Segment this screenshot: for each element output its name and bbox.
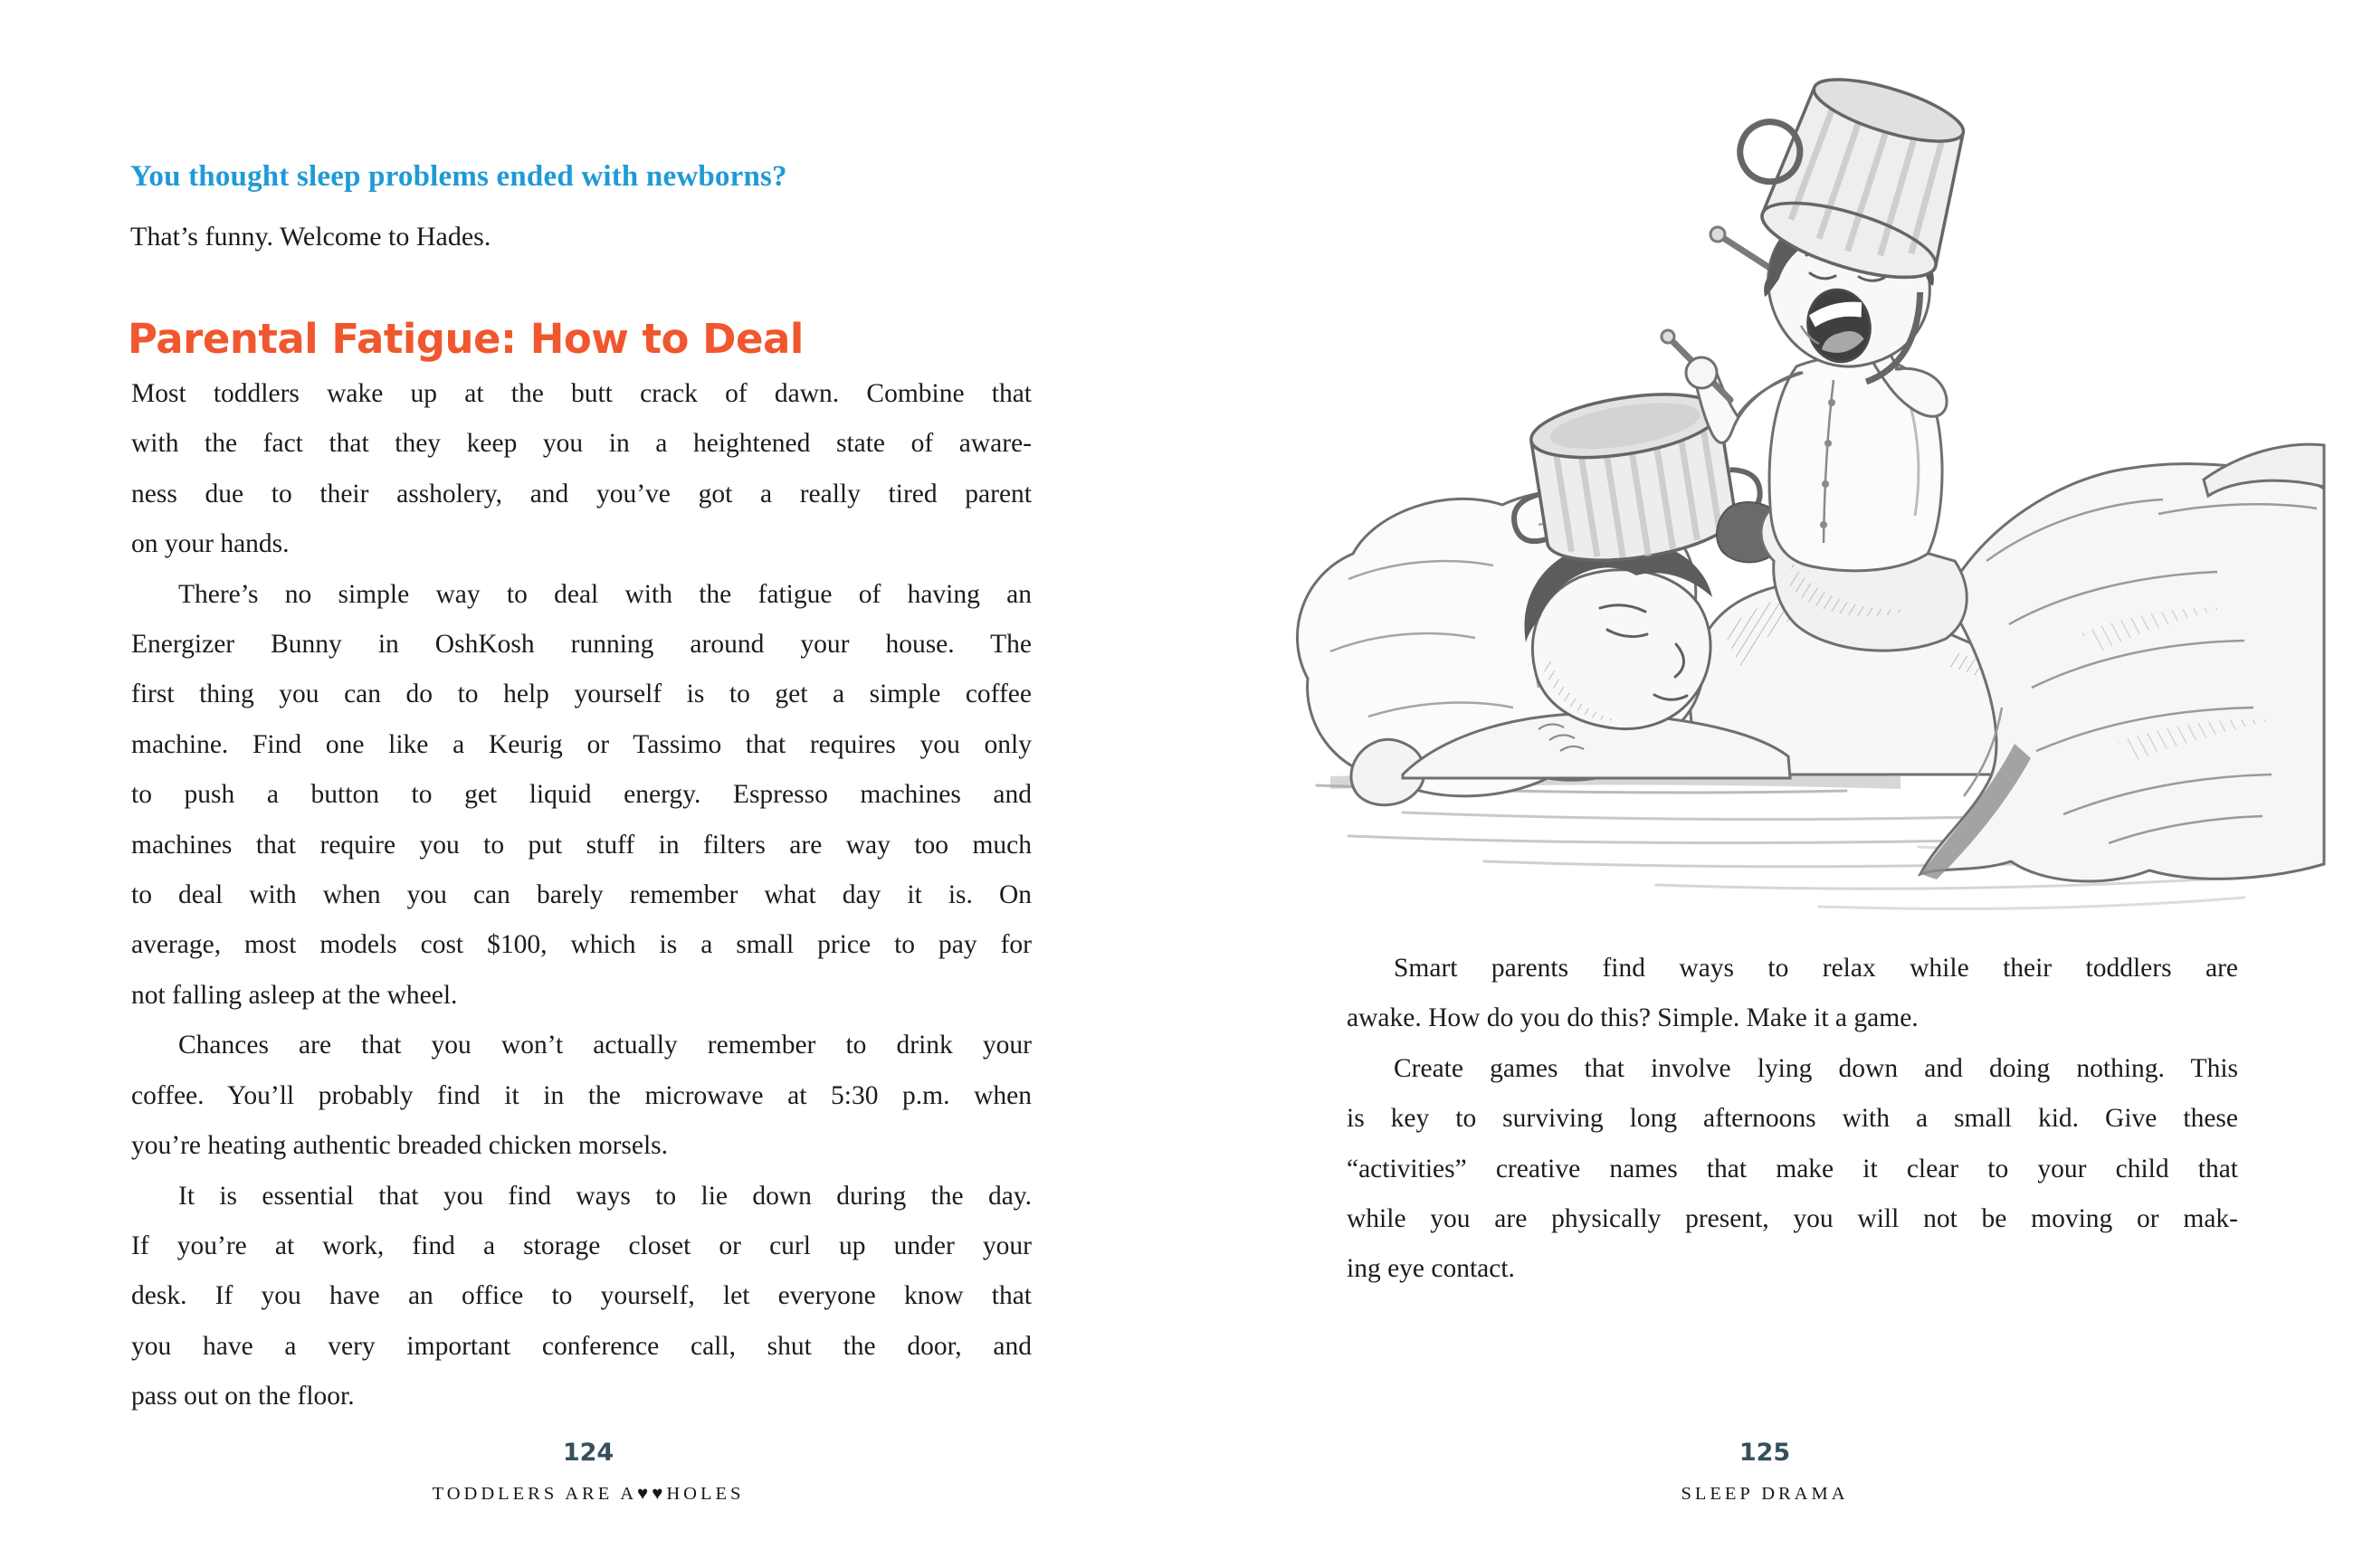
body-line: to push a button to get liquid energy. Espresso machines and	[131, 780, 1032, 810]
body-line: awake. How do you do this? Simple. Make it a game.	[1347, 1003, 1919, 1033]
body-line: pass out on the floor.	[131, 1382, 355, 1411]
body-text-left	[131, 369, 1032, 1422]
toddler-left-fist	[1686, 357, 1717, 388]
body-line: machine. Find one like a Keurig or Tassimo that requires you only	[131, 729, 1032, 759]
body-line: It is essential that you find ways to lie down during the day.	[178, 1181, 1032, 1211]
page-number-right: 125	[1739, 1439, 1791, 1467]
body-line: to deal with when you can barely remember what day it is. On	[131, 880, 1032, 910]
body-line: Chances are that you won’t actually remember to drink your	[178, 1031, 1032, 1060]
toddler	[1662, 54, 1982, 651]
body-line: ness due to their assholery, and you’ve got a really tired parent	[131, 479, 1032, 508]
running-footer-left: TODDLERS ARE A♥♥HOLES	[432, 1484, 745, 1504]
toddler-drumming-illustration	[1267, 54, 2330, 923]
body-line: Most toddlers wake up at the butt crack of dawn. Combine that	[131, 379, 1032, 408]
body-line: Smart parents find ways to relax while their toddlers are	[1394, 954, 2238, 983]
body-line: “activities” creative names that make it clear to your child that	[1347, 1154, 2238, 1183]
body-text-right	[1347, 944, 2238, 1295]
body-line: with the fact that they keep you in a heightened state of aware-	[131, 429, 1032, 459]
body-line: coffee. You’ll probably find it in the microwave at 5:30 p.m. when	[131, 1080, 1032, 1110]
body-line: machines that require you to put stuff in filters are way too much	[131, 830, 1032, 860]
body-line: while you are physically present, you will not be moving or mak-	[1347, 1204, 2238, 1234]
kicker-heading: You thought sleep problems ended with newborns?	[130, 160, 787, 194]
body-line: you have a very important conference call, shut the door, and	[131, 1331, 1032, 1361]
body-line: Energizer Bunny in OshKosh running around your house. The	[131, 630, 1032, 660]
body-line: you’re heating authentic breaded chicken morsels.	[131, 1131, 669, 1161]
body-line: average, most models cost $100, which is a small price to pay for	[131, 930, 1032, 960]
page-number-left: 124	[562, 1439, 614, 1467]
body-line: There’s no simple way to deal with the fatigue of having an	[178, 579, 1032, 609]
body-line: If you’re at work, find a storage closet or curl up under your	[131, 1231, 1032, 1260]
body-line: ing eye contact.	[1347, 1254, 1515, 1284]
running-footer-right: SLEEP DRAMA	[1681, 1484, 1849, 1504]
body-line: not falling asleep at the wheel.	[131, 980, 458, 1010]
body-line: first thing you can do to help yourself is to get a simple coffee	[131, 679, 1032, 709]
body-line: desk. If you have an office to yourself, let everyone know that	[131, 1281, 1032, 1311]
blanket	[1920, 444, 2324, 881]
body-line: is key to surviving long afternoons with a small kid. Give these	[1347, 1104, 2238, 1134]
kicker-subtext: That’s funny. Welcome to Hades.	[130, 222, 491, 252]
section-title: Parental Fatigue: How to Deal	[128, 315, 804, 364]
sleeping-parent-head	[1525, 540, 1712, 729]
body-line: Create games that involve lying down and doing nothing. This	[1394, 1053, 2238, 1083]
body-line: on your hands.	[131, 529, 290, 559]
